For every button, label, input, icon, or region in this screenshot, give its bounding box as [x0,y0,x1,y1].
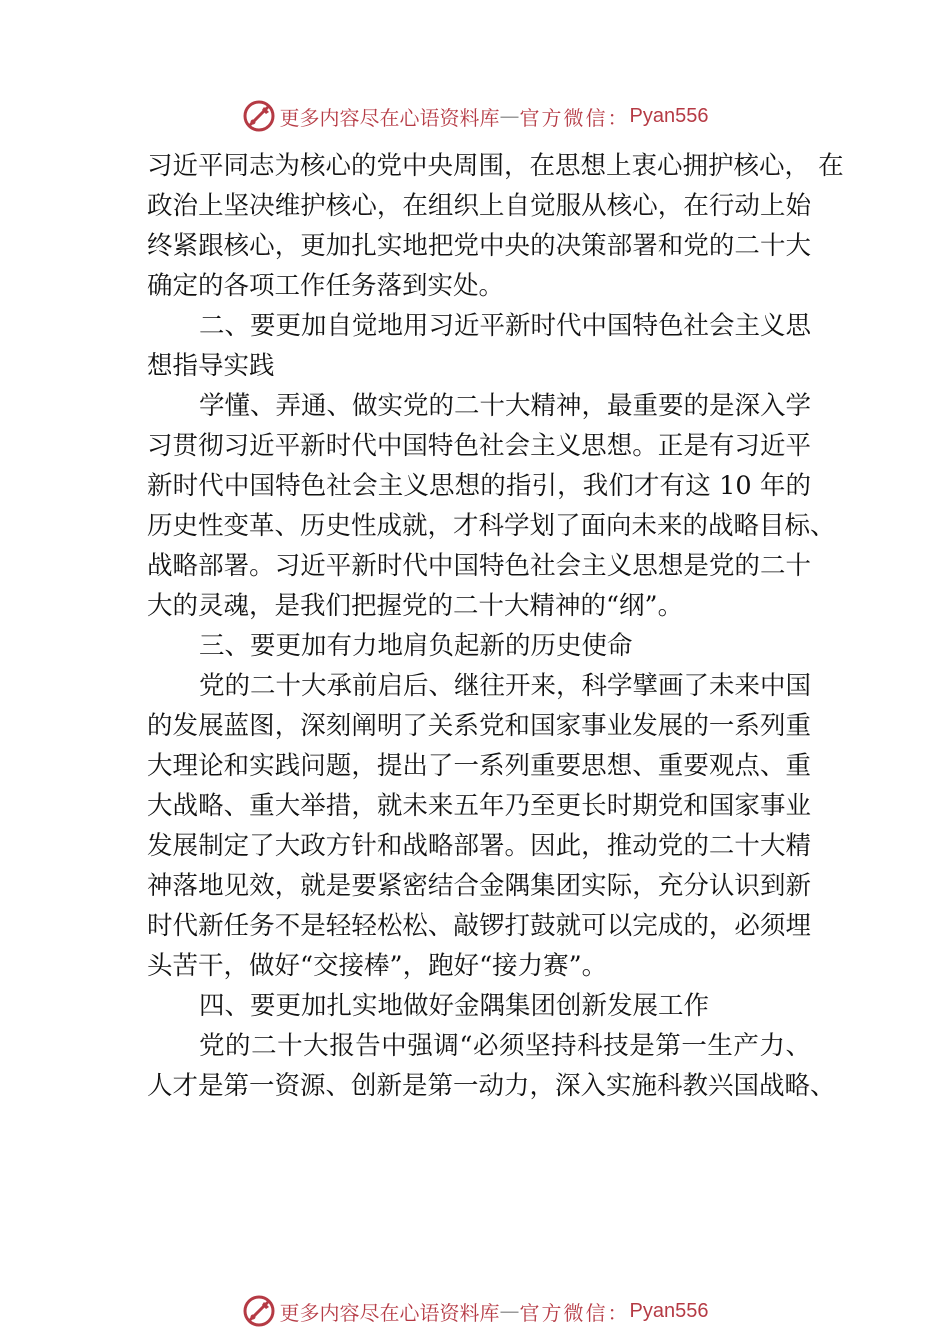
text-line: 政治上坚决维护核心，在组织上自觉服从核心，在行动上始 [147,191,811,221]
text-line: 新时代中国特色社会主义思想的指引，我们才有这 10 年的 [147,471,811,501]
text-line: 党的二十大报告中强调“必须坚持科技是第一生产力、 [199,1031,811,1061]
text-line: 战略部署。习近平新时代中国特色社会主义思想是党的二十 [147,551,811,581]
watermark-label: 官方微信： [519,105,630,130]
text-line: 终紧跟核心，更加扎实地把党中央的决策部署和党的二十大 [147,231,811,261]
text-line: 发展制定了大政方针和战略部署。因此，推动党的二十大精 [147,831,811,861]
header-watermark [0,96,950,136]
text-line: 学懂、弄通、做实党的二十大精神，最重要的是深入学 [199,391,812,421]
text-line: 神落地见效，就是要紧密结合金隅集团实际，充分认识到新 [147,871,811,901]
text-line: 人才是第一资源、创新是第一动力，深入实施科教兴国战略、 [147,1071,836,1101]
watermark-label: 官方微信： [519,1300,630,1325]
footer-watermark [0,1291,950,1331]
text-line: 头苦干，做好“交接棒”，跑好“接力赛”。 [147,951,608,981]
brush-logo-icon [242,1294,276,1328]
text-line: 二、要更加自觉地用习近平新时代中国特色社会主义思 [199,311,812,341]
watermark-separator: — [499,104,520,128]
text-line: 确定的各项工作任务落到实处。 [147,271,505,301]
text-line: 大战略、重大举措，就未来五年乃至更长时期党和国家事业 [147,791,811,821]
watermark-wechat-id: Pyan556 [629,1299,709,1322]
text-line: 习近平同志为核心的党中央周围，在思想上衷心拥护核心， 在 [147,151,844,181]
text-line: 的发展蓝图，深刻阐明了关系党和国家事业发展的一系列重 [147,711,811,741]
watermark-brand: 更多内容尽在心语资料库 [279,105,500,130]
brush-logo-icon [242,99,276,133]
document-body [147,146,844,1106]
text-line: 历史性变革、历史性成就，才科学划了面向未来的战略目标、 [147,511,836,541]
text-line: 三、要更加有力地肩负起新的历史使命 [199,631,633,661]
watermark-brand: 更多内容尽在心语资料库 [279,1300,500,1325]
watermark-separator: — [499,1299,520,1323]
text-line: 四、要更加扎实地做好金隅集团创新发展工作 [199,991,710,1021]
text-line: 想指导实践 [147,351,275,381]
text-line: 大理论和实践问题，提出了一系列重要思想、重要观点、重 [147,751,811,781]
text-line: 大的灵魂，是我们把握党的二十大精神的“纲”。 [147,591,684,621]
text-line: 党的二十大承前启后、继往开来，科学擘画了未来中国 [199,671,812,701]
watermark-wechat-id: Pyan556 [629,104,709,127]
text-line: 习贯彻习近平新时代中国特色社会主义思想。正是有习近平 [147,431,811,461]
text-line: 时代新任务不是轻轻松松、敲锣打鼓就可以完成的，必须埋 [147,911,811,941]
